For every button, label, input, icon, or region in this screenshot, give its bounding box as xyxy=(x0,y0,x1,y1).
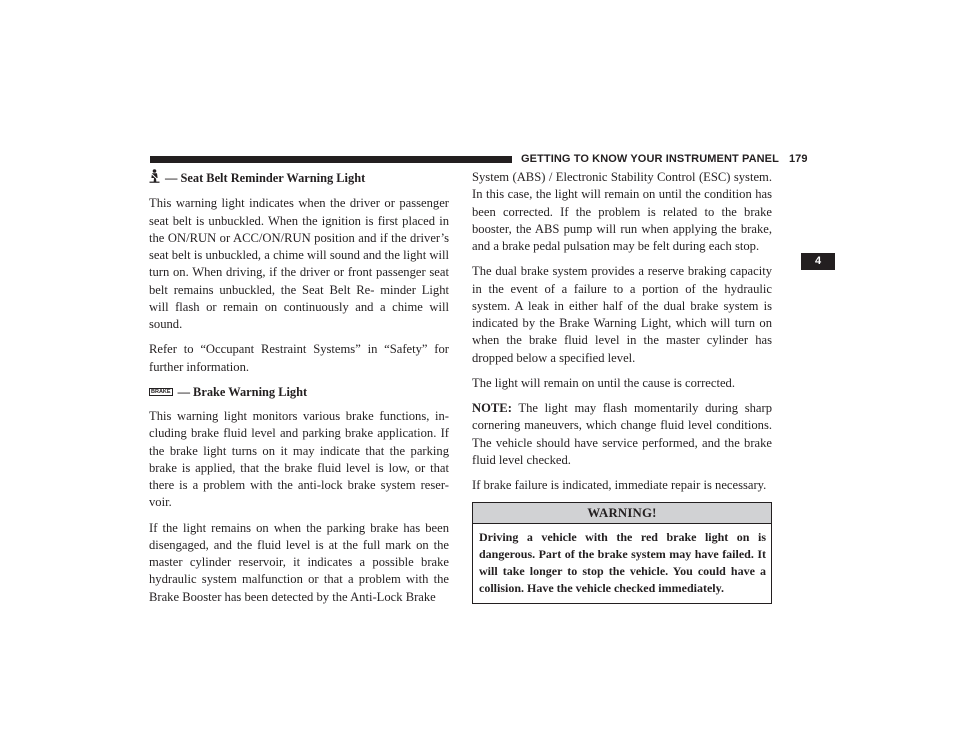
warning-title: WARNING! xyxy=(473,503,771,524)
brake-heading xyxy=(149,384,449,401)
page-number: 179 xyxy=(788,153,808,165)
right-paragraph-4: If brake failure is indicated, immediate repair is necessary. xyxy=(472,478,767,492)
running-header xyxy=(521,153,808,165)
warning-box xyxy=(472,502,772,604)
note-paragraph xyxy=(472,400,772,469)
brake-warning-icon: BRAKE xyxy=(151,389,171,396)
brake-paragraph-2: If the light remains on when the parking brake has been disengaged, and the fluid level is at the full mark on the master cylinder reservoir, it indicates a possible brake hydraulic system malfunction or that a problem with the Brake Booster has been detected by the Anti-Lock Brake xyxy=(149,520,449,604)
section-title: GETTING TO KNOW YOUR INSTRUMENT PANEL xyxy=(521,153,779,165)
seat-belt-icon xyxy=(149,169,160,188)
right-paragraph-1: System (ABS) / Electronic Stability Control (ESC) system. In this case, the light will remain on until the condition has been corrected. If the problem is related to the brake booster, the ABS pump will run when applying the brake, and a brake pedal pulsation may be felt during each stop. xyxy=(472,170,772,253)
seat-belt-heading xyxy=(149,169,449,188)
right-column xyxy=(472,169,772,604)
chapter-tab: 4 xyxy=(801,253,835,270)
note-label: NOTE: xyxy=(472,401,512,415)
warning-text: Driving a vehicle with the red brake light on is dangerous. Part of the brake system may have failed. It will take longer to stop the vehicle. You could have a collision. Have the vehicle checked immediately. xyxy=(479,530,766,596)
brake-heading-text: — Brake Warning Light xyxy=(177,384,308,399)
right-paragraph-2: The dual brake system provides a reserve braking capacity in the event of a failure to a portion of the hydraulic system. A leak in either half of the dual brake system is indicated by the Brake Warning Light, which will turn on when the brake fluid level in the master cylinder has dropped below a specified level. xyxy=(472,264,772,365)
seat-belt-paragraph-1: This warning light indicates when the driver or passenger seat belt is unbuckled. When the ignition is first placed in the ON/RUN or ACC/ON/RUN position and if the driver’s seat belt is unbuckled, a chime will sound and the light will turn on. When driving, if the driver or front passenger seat belt remains unbuckled, the Seat Belt Re- minder Light will flash or remain on continuously and a chime will sound. xyxy=(149,196,449,331)
seat-belt-paragraph-2: Refer to “Occupant Restraint Systems” in “Safety” for further information. xyxy=(149,342,449,374)
right-paragraph-3: The light will remain on until the cause is corrected. xyxy=(472,375,735,390)
seat-belt-heading-text: — Seat Belt Reminder Warning Light xyxy=(165,171,366,185)
brake-paragraph-1: This warning light monitors various brake functions, in- cluding brake fluid level and parking brake application. If the brake light turns on it may indicate that the parking brake is applied, that the brake fluid level is low, or that there is a problem with the anti-lock brake system reser- voir. xyxy=(149,409,449,510)
header-bar xyxy=(150,156,512,163)
left-column xyxy=(149,169,449,614)
note-text: The light may flash momentarily during sharp cornering maneuvers, which change fluid level conditions. The vehicle should have service performed, and the brake fluid level checked. xyxy=(472,401,772,467)
